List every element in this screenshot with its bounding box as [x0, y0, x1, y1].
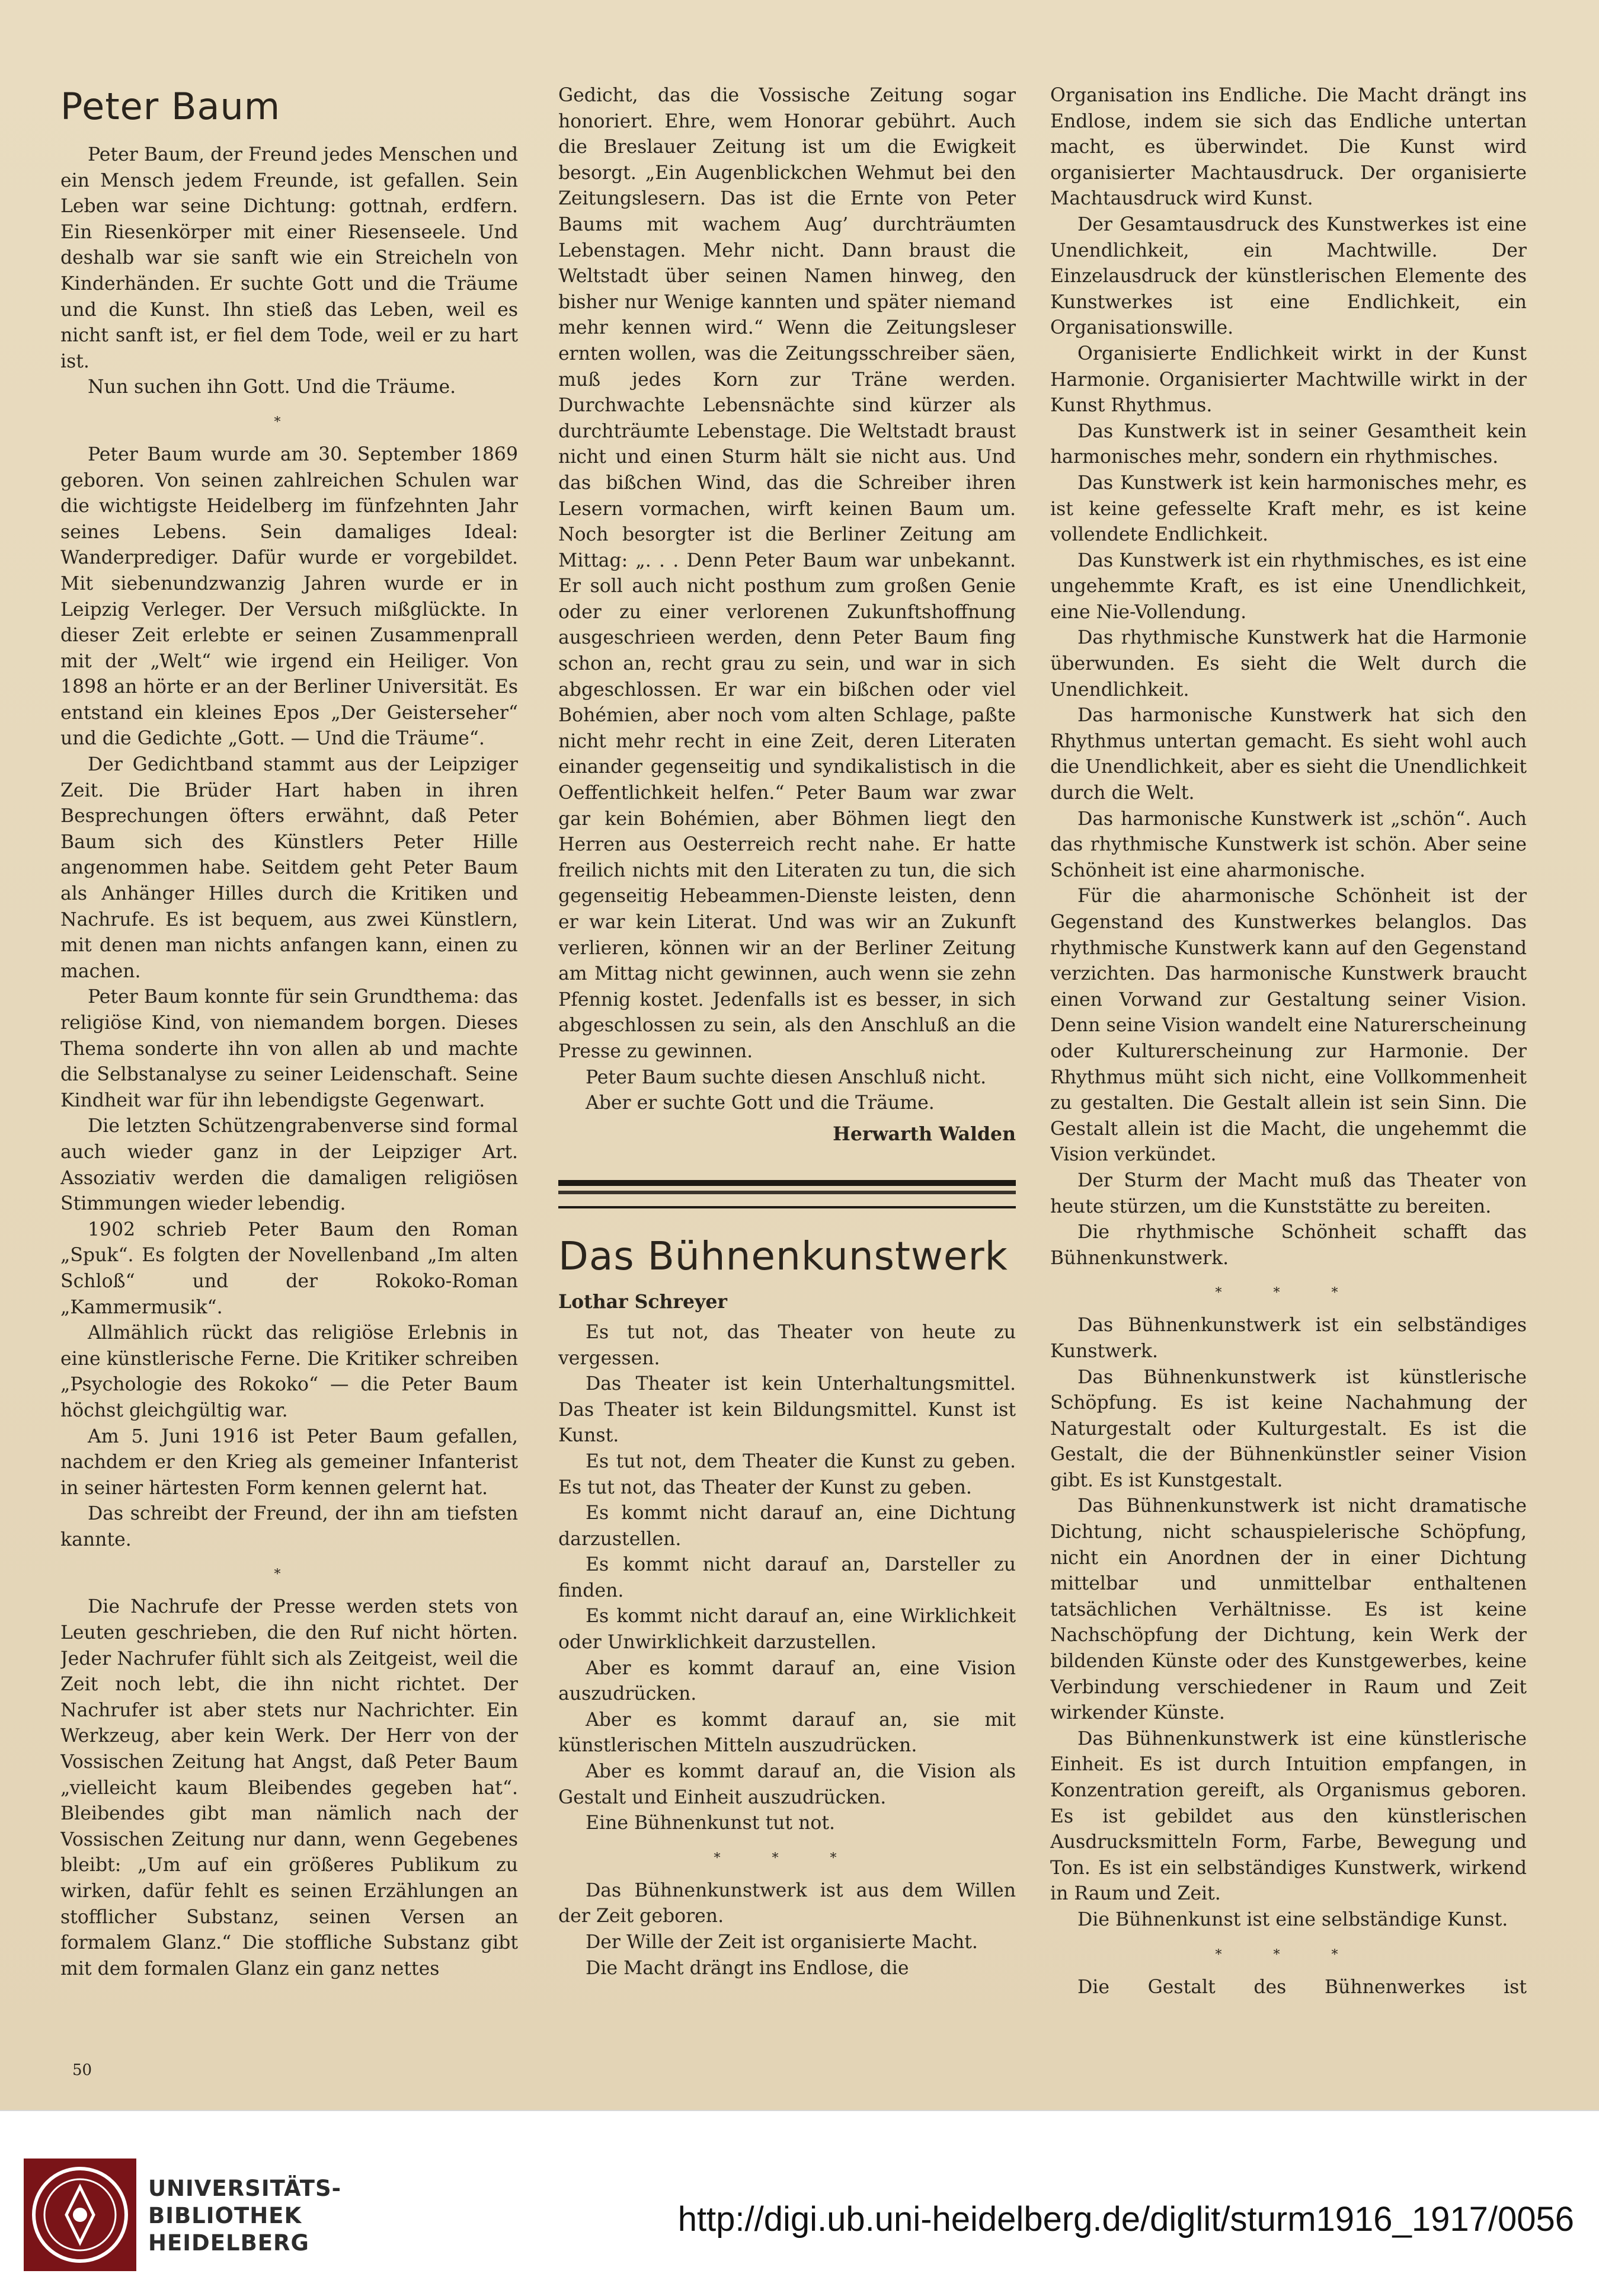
paragraph-continued: Gedicht, das die Vossische Zeitung sogar honoriert. Ehre, wem Honorar gebührt. Auch die Breslauer Zeitung ist um die Ewigkeit besorgt. „Ein Augenblickchen Wehmut bei den Zeitungslesern. Das ist die Ernte von Peter Baums mit wachem Aug’ durchträumten Lebenstagen. Mehr nicht. Dann braust die Weltstadt über seinen Namen hinweg, den bisher nur Wenige kannten und später niemand mehr kennen wird.“ Wenn die Zeitungsleser ernten wollen, was die Zeitungsschreiber säen, muß jedes Korn zur Träne werden. Durchwachte Lebensnächte sind kürzer als durchträumte Lebenstage. Die Weltstadt braust nicht und einen Sturm hält sie nicht aus. Und das bißchen Wind, das die Schreiber ihren Lesern vormachen, wirft keinen Baum um. Noch besorgter ist die Berliner Zeitung am Mittag: „. . . Denn Peter Baum war unbekannt. Er soll auch nicht posthum zum großen Genie oder zu einer verlorenen Zukunftshoffnung ausgeschrieen werden, denn Peter Baum fing schon an, recht grau zu sein, und war in sich abgeschlossen. Er war ein bißchen oder viel Bohémien, aber noch vom alten Schlage, paßte nicht mehr recht in eine Zeit, deren Literaten einander gegenseitig und syndikalistisch in die Oeffentlichkeit helfen.“ Peter Baum war zwar gar kein Bohémien, aber Böhmen liegt den Herren aus Oesterreich recht nahe. Er hatte freilich nichts mit den Literaten zu tun, die sich gegenseitig Hebeammen-Dienste leisten, denn er war kein Literat. Und was wir an Zukunft verlieren, können wir an der Berliner Zeitung am Mittag nicht gewinnen, auch wenn sie zehn Pfennig kostet. Jedenfalls ist es besser, in sich abgeschlossen zu sein, als den Anschluß an die Presse zu gewinnen.	[558, 85, 1016, 1062]
paragraph: Die letzten Schützengrabenverse sind formal auch wieder ganz in der Leipziger Art. Assoziativ werden die damaligen religiösen Stimmungen wieder lebendig.	[60, 1115, 518, 1215]
paragraph: Allmählich rückt das religiöse Erlebnis in eine künstlerische Ferne. Die Kritiker schreiben „Psychologie des Rokoko“ — die Peter Baum höchst gleichgültig war.	[60, 1322, 518, 1421]
paragraph: Es kommt nicht darauf an, eine Dichtung darzustellen.	[558, 1502, 1016, 1550]
paragraph: Das schreibt der Freund, der ihn am tiefsten kannte.	[60, 1503, 518, 1550]
paragraph: Peter Baum suchte diesen Anschluß nicht.	[586, 1066, 987, 1088]
paragraph: Nun suchen ihn Gott. Und die Träume.	[88, 376, 456, 398]
paragraph: Das Bühnenkunstwerk ist aus dem Willen der Zeit geboren.	[558, 1879, 1016, 1927]
paragraph: Es kommt nicht darauf an, eine Wirklichkeit oder Unwirklichkeit darzustellen.	[558, 1606, 1016, 1654]
paragraph: Das Bühnenkunstwerk ist nicht dramatische Dichtung, nicht schauspielerische Schöpfung, nicht ein Anordnen der in einer Dichtung mittelbar und unmittelbar enthaltenen tatsächlichen Verhältnisse. Es ist keine Nachschöpfung der Dichtung, kein Werk der bildenden Künste oder des Kunstgewerbes, keine Verbindung verschiedener in Raum und Zeit wirkender Künste.	[1050, 1495, 1527, 1724]
paragraph: Das Kunstwerk ist kein harmonisches mehr, es ist keine gefesselte Kraft mehr, es ist keine vollendete Endlichkeit.	[1050, 472, 1527, 546]
source-url-link[interactable]: http://digi.ub.uni-heidelberg.de/diglit/sturm1916_1917/0056	[677, 2200, 1574, 2239]
paragraph: 1902 schrieb Peter Baum den Roman „Spuk“. Es folgten der Novellenband „Im alten Schloß“ und der Rokoko-Roman „Kammermusik“.	[60, 1219, 518, 1318]
article1-press-critique	[60, 1594, 518, 1982]
paragraph: Es kommt nicht darauf an, Darsteller zu finden.	[558, 1554, 1016, 1601]
paragraph: Peter Baum, der Freund jedes Menschen und ein Mensch jedem Freunde, ist gefallen. Sein Leben war seine Dichtung: gottnah, erdfern. Ein Riesenkörper mit einer Riesenseele. Und deshalb war sie sanft wie ein Streicheln von Kinderhänden. Er suchte Gott und die Träume und die Kunst. Ihn stieß das Leben, weil es nicht sanft ist, er fiel dem Tode, weil er zu hart ist.	[60, 144, 518, 372]
paragraph: Das Kunstwerk ist ein rhythmisches, es ist eine ungehemmte Kraft, es ist eine Unendlichkeit, eine Nie-Vollendung.	[1050, 549, 1527, 623]
paragraph: Das Theater ist kein Unterhaltungsmittel. Das Theater ist kein Bildungsmittel. Kunst ist Kunst.	[558, 1373, 1016, 1447]
paragraph: Es tut not, dem Theater die Kunst zu geben. Es tut not, das Theater der Kunst zu geben.	[558, 1450, 1016, 1498]
article2-stage-form	[1050, 1975, 1527, 2003]
article1-biography	[60, 442, 518, 1553]
paragraph: Am 5. Juni 1916 ist Peter Baum gefallen, nachdem er den Krieg als gemeiner Infanterist in seiner härtesten Form kennen gelernt hat.	[60, 1425, 518, 1499]
paragraph: Der Gesamtausdruck des Kunstwerkes ist eine Unendlichkeit, ein Machtwille. Der Einzelausdruck der künstlerischen Elemente des Kunstwerkes ist eine Endlichkeit, ein Organisationswille.	[1050, 213, 1527, 339]
paragraph: Der Wille der Zeit ist organisierte Macht.	[586, 1932, 978, 1953]
separator-star: *	[274, 414, 305, 430]
paragraph: Eine Bühnenkunst tut not.	[586, 1812, 835, 1834]
paragraph: Aber er suchte Gott und die Träume.	[586, 1092, 935, 1114]
paragraph: Das harmonische Kunstwerk hat sich den Rhythmus untertan gemacht. Es sieht wohl auch die Unendlichkeit, aber es sieht die Unendlichkeit durch die Welt.	[1050, 705, 1527, 804]
paragraph: Organisierte Endlichkeit wirkt in der Kunst Harmonie. Organisierter Machtwille wirkt in der Kunst Rhythmus.	[1050, 343, 1527, 417]
article1-intro	[60, 142, 518, 401]
article-title-buehnenkunstwerk: Das Bühnenkunstwerk	[558, 1233, 1008, 1280]
separator-stars: * * *	[1215, 1285, 1362, 1301]
article2-will-of-time	[558, 1878, 1016, 1981]
paragraph: Das Kunstwerk ist in seiner Gesamtheit kein harmonisches mehr, sondern ein rhythmisches.	[1050, 420, 1527, 468]
paragraph: Die rhythmische Schönheit schafft das Bühnenkunstwerk.	[1050, 1221, 1527, 1269]
column-2	[558, 83, 1016, 2003]
paragraph: Für die aharmonische Schönheit ist der Gegenstand des Kunstwerkes belanglos. Das rhythmische Kunstwerk kann auf den Gegenstand verzichten. Das harmonische Kunstwerk braucht einen Vorwand zur Gestaltung seiner Vision. Denn seine Vision wandelt eine Naturerscheinung oder Kulturerscheinung zur Harmonie. Der Rhythmus müht sich nicht, eine Vollkommenheit zu gestalten. Die Gestalt allein ist sein Sinn. Die Gestalt allein ist die Macht, die ungehemmt die Vision verkündet.	[1050, 885, 1527, 1166]
digitization-footer	[0, 2110, 1599, 2296]
separator-star: *	[274, 1567, 305, 1582]
paragraph: Die Gestalt des Bühnenwerkes ist	[1077, 1976, 1527, 1998]
column-1	[60, 83, 518, 2003]
paragraph: Aber es kommt darauf an, eine Vision auszudrücken.	[558, 1657, 1016, 1705]
paragraph: Die Nachrufe der Presse werden stets von Leuten geschrieben, die den Ruf nicht hörten. Jeder Nachrufer fühlt sich als Zeitgeist, weil die Zeit noch lebt, die ihn nicht richtet. Der Nachrufer ist aber stets nur Nachrichter. Ein Werkzeug, aber kein Werk. Der Herr von der Vossischen Zeitung hat Angst, daß Peter Baum „vielleicht kaum Bleibendes gegeben hat“. Bleibendes gibt man nämlich nach der Vossischen Zeitung nur dann, wenn Gegebenes bleibt: „Um auf ein größeres Publikum zu wirken, dafür fehlt es seinen Erzählungen an stofflicher Substanz, seinen Versen an formalem Glanz.“ Die stoffliche Substanz gibt mit dem formalen Glanz ein ganz nettes	[60, 1596, 518, 1980]
paragraph: Das harmonische Kunstwerk ist „schön“. Auch das rhythmische Kunstwerk ist schön. Aber seine Schönheit ist eine aharmonische.	[1050, 808, 1527, 881]
article2-rhythm-continued	[1050, 83, 1527, 1271]
paragraph: Die Macht drängt ins Endlose, die	[586, 1957, 909, 1979]
paragraph: Peter Baum konnte für sein Grundthema: das religiöse Kind, von niemandem borgen. Dieses Thema sonderte ihn von allen ab und machte die Selbstanalyse zu seiner Leidenschaft. Seine Kindheit war für ihn lebendigste Gegenwart.	[60, 986, 518, 1111]
article1-press-critique-continued	[558, 83, 1016, 1117]
paragraph: Das Bühnenkunstwerk ist eine künstlerische Einheit. Es ist durch Intuition empfangen, in Konzentration gereift, als Organismus geboren. Es ist gebildet aus den künstlerischen Ausdrucksmitteln Form, Farbe, Bewegung und Ton. Es ist ein selbständiges Kunstwerk, wirkend in Raum und Zeit.	[1050, 1728, 1527, 1905]
paragraph: Das Bühnenkunstwerk ist künstlerische Schöpfung. Es ist keine Nachahmung der Naturgestalt oder Kulturgestalt. Es ist die Gestalt, die der Bühnenkünstler seiner Vision gibt. Es ist Kunstgestalt.	[1050, 1366, 1527, 1491]
article-title-peter-baum: Peter Baum	[60, 85, 281, 128]
separator-stars: * * *	[1215, 1947, 1362, 1962]
article2-stage-artwork	[1050, 1313, 1527, 1933]
paragraph: Die Bühnenkunst ist eine selbständige Kunst.	[1077, 1908, 1508, 1930]
section-divider-rule	[558, 1180, 1016, 1208]
paragraph: Aber es kommt darauf an, sie mit künstlerischen Mitteln auszudrücken.	[558, 1709, 1016, 1757]
library-name: UNIVERSITÄTS- BIBLIOTHEK HEIDELBERG	[148, 2176, 341, 2256]
paragraph: Es tut not, das Theater von heute zu vergessen.	[558, 1321, 1016, 1369]
page-number: 50	[72, 2061, 92, 2079]
column-3	[1050, 83, 1527, 2003]
paragraph: Aber es kommt darauf an, die Vision als Gestalt und Einheit auszudrücken.	[558, 1761, 1016, 1808]
article2-intro	[558, 1320, 1016, 1837]
paragraph: Das Bühnenkunstwerk ist ein selbständiges Kunstwerk.	[1050, 1315, 1527, 1362]
paragraph: Das rhythmische Kunstwerk hat die Harmonie überwunden. Es sieht die Welt durch die Unendlichkeit.	[1050, 627, 1527, 701]
article1-signature: Herwarth Walden	[833, 1123, 1016, 1145]
paragraph: Der Gedichtband stammt aus der Leipziger Zeit. Die Brüder Hart haben in ihren Besprechungen öfters erwähnt, daß Peter Baum sich des Künstlers Peter Hille angenommen habe. Seitdem geht Peter Baum als Anhänger Hilles durch die Kritiken und Nachrufe. Es ist bequem, aus zwei Künstlern, mit denen man nichts anfangen kann, einen zu machen.	[60, 754, 518, 982]
university-library-seal-icon	[24, 2159, 136, 2271]
article2-author: Lothar Schreyer	[558, 1291, 727, 1313]
paragraph-continued: Organisation ins Endliche. Die Macht drängt ins Endlose, indem sie sich das Endliche untertan macht, es überwindet. Die Kunst wird organisierter Machtausdruck. Der organisierte Machtausdruck wird Kunst.	[1050, 85, 1527, 210]
separator-stars: * * *	[714, 1850, 861, 1866]
paragraph: Der Sturm der Macht muß das Theater von heute stürzen, um die Kunststätte zu bereiten.	[1050, 1169, 1527, 1217]
paragraph: Peter Baum wurde am 30. September 1869 geboren. Von seinen zahlreichen Schulen war die wichtigste Heidelberg im fünfzehnten Jahr seines Lebens. Sein damaliges Ideal: Wanderprediger. Dafür wurde er vorgebildet. Mit siebenundzwanzig Jahren wurde er in Leipzig Verleger. Der Versuch mißglückte. In dieser Zeit erlebte er seinen Zusammenprall mit der „Welt“ wie irgend ein Heiliger. Von 1898 an hörte er an der Berliner Universität. Es entstand ein kleines Epos „Der Geisterseher“ und die Gedichte „Gott. — Und die Träume“.	[60, 443, 518, 750]
